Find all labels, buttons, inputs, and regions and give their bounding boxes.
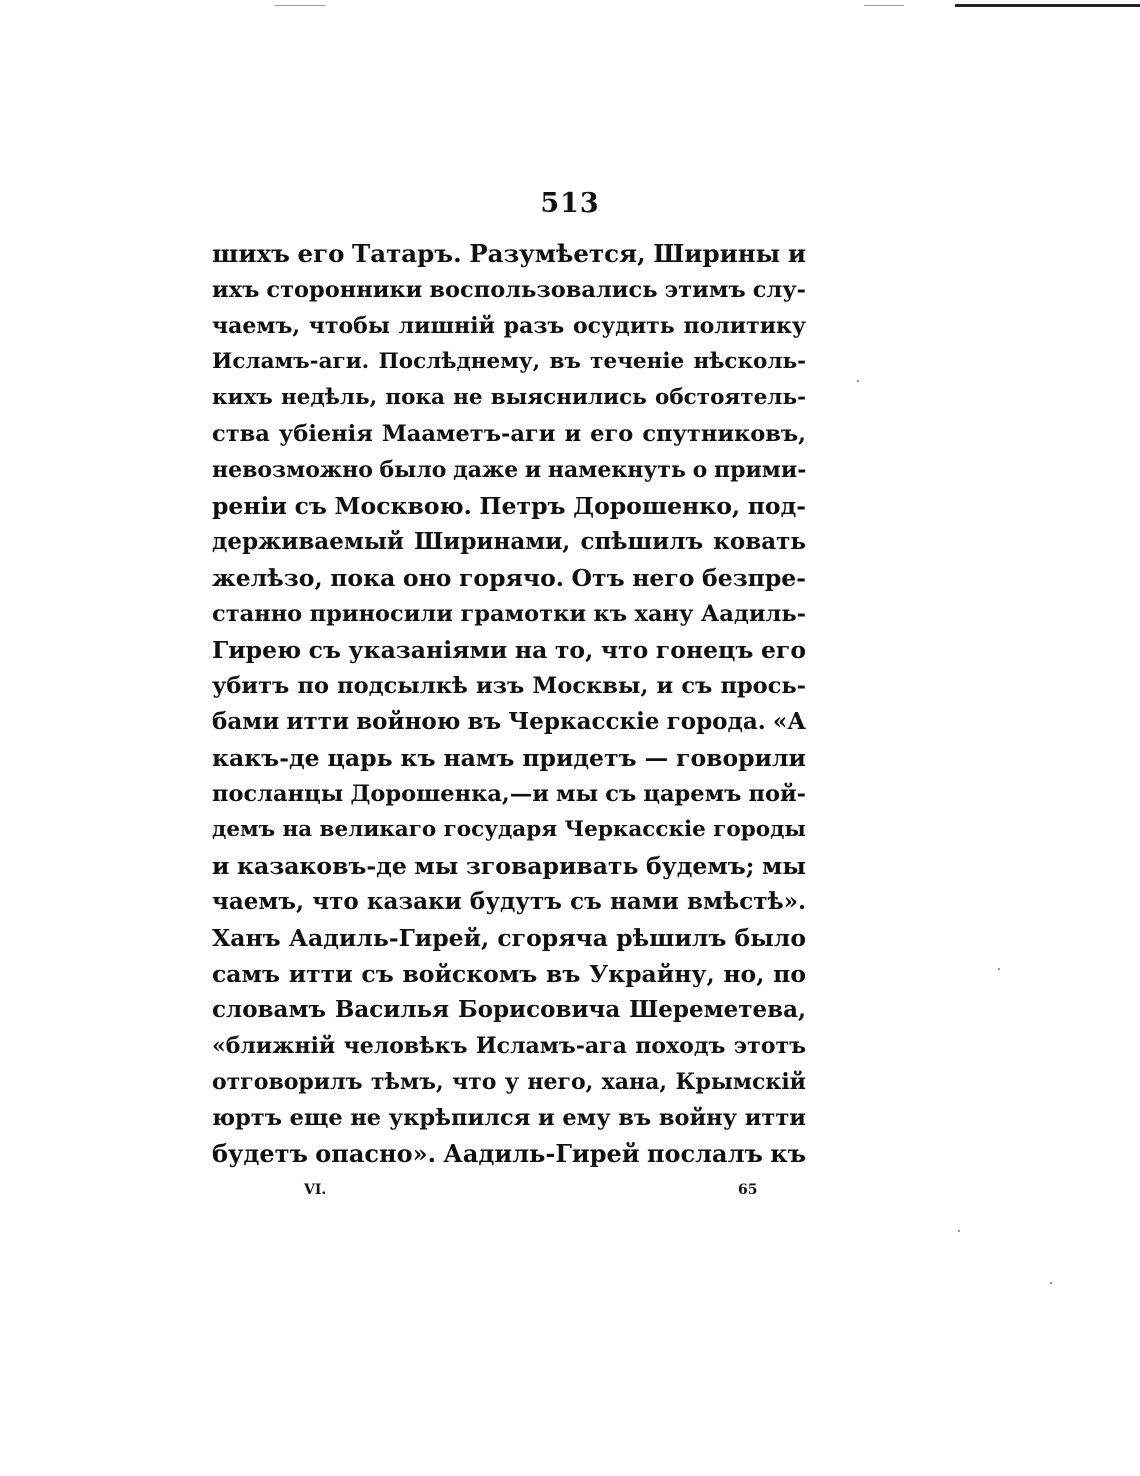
text-line: станно приносили грамотки къ хану Аадиль-	[212, 601, 806, 627]
text-line: реніи съ Москвою. Петръ Дорошенко, под-	[212, 492, 806, 520]
text-line: словамъ Василья Борисовича Шереметева,	[212, 996, 806, 1023]
text-line: Ханъ Аадиль-Гирей, сгоряча рѣшилъ было	[212, 924, 806, 952]
text-line: ихъ сторонники воспользовались этимъ слу-	[212, 277, 806, 303]
scan-speck	[1050, 1282, 1052, 1284]
body-text	[212, 236, 806, 1172]
text-line: шихъ его Татаръ. Разумѣется, Ширины и	[212, 239, 806, 268]
footer-signature-mark: VI.	[304, 1182, 327, 1198]
text-line: посланцы Дорошенка,—и мы съ царемъ пой-	[212, 781, 806, 807]
text-line: бами итти войною въ Черкасскіе города. «А	[212, 708, 806, 735]
text-line: самъ итти съ войскомъ въ Украйну, но, по	[212, 960, 806, 988]
scan-speck	[958, 1230, 960, 1232]
text-line: невозможно было даже и намекнуть о прими-	[212, 457, 807, 483]
top-rule-left	[275, 5, 325, 6]
text-line: какъ-де царь къ намъ придетъ — говорили	[212, 744, 806, 772]
text-line: Гирею съ указаніями на то, что гонецъ его	[212, 636, 806, 664]
footer-sheet-number: 65	[738, 1182, 758, 1198]
text-line: «ближній человѣкъ Исламъ-ага походъ этотъ	[212, 1033, 806, 1059]
text-line: убитъ по подсылкѣ изъ Москвы, и съ прось-	[212, 673, 806, 699]
top-rule-middle	[864, 5, 904, 6]
text-line: чаемъ, чтобы лишній разъ осудить политику	[212, 313, 806, 339]
text-line: кихъ недѣль, пока не выяснились обстоятель-	[212, 385, 806, 410]
top-rule-right	[955, 4, 1140, 7]
text-line: ства убіенія Мааметъ-аги и его спутниковъ,	[212, 421, 806, 447]
scan-speck	[998, 968, 1000, 970]
text-line: будетъ опасно». Аадиль-Гирей послалъ къ	[212, 1139, 807, 1168]
page-number: 513	[540, 188, 600, 219]
text-line: отговорилъ тѣмъ, что у него, хана, Крымскій	[212, 1069, 806, 1095]
text-line: демъ на великаго государя Черкасскіе городы	[212, 817, 806, 842]
text-line: чаемъ, что казаки будутъ съ нами вмѣстѣ».	[212, 888, 806, 915]
text-line: Исламъ-аги. Послѣднему, въ теченіе нѣсколь-	[212, 349, 806, 374]
text-line: и казаковъ-де мы зговаривать будемъ; мы	[212, 852, 806, 880]
scan-speck	[857, 380, 859, 382]
text-line: юртъ еще не укрѣпился и ему въ войну итти	[212, 1105, 806, 1131]
text-line: желѣзо, пока оно горячо. Отъ него безпре-	[212, 564, 806, 592]
text-line: держиваемый Ширинами, спѣшилъ ковать	[212, 528, 806, 555]
